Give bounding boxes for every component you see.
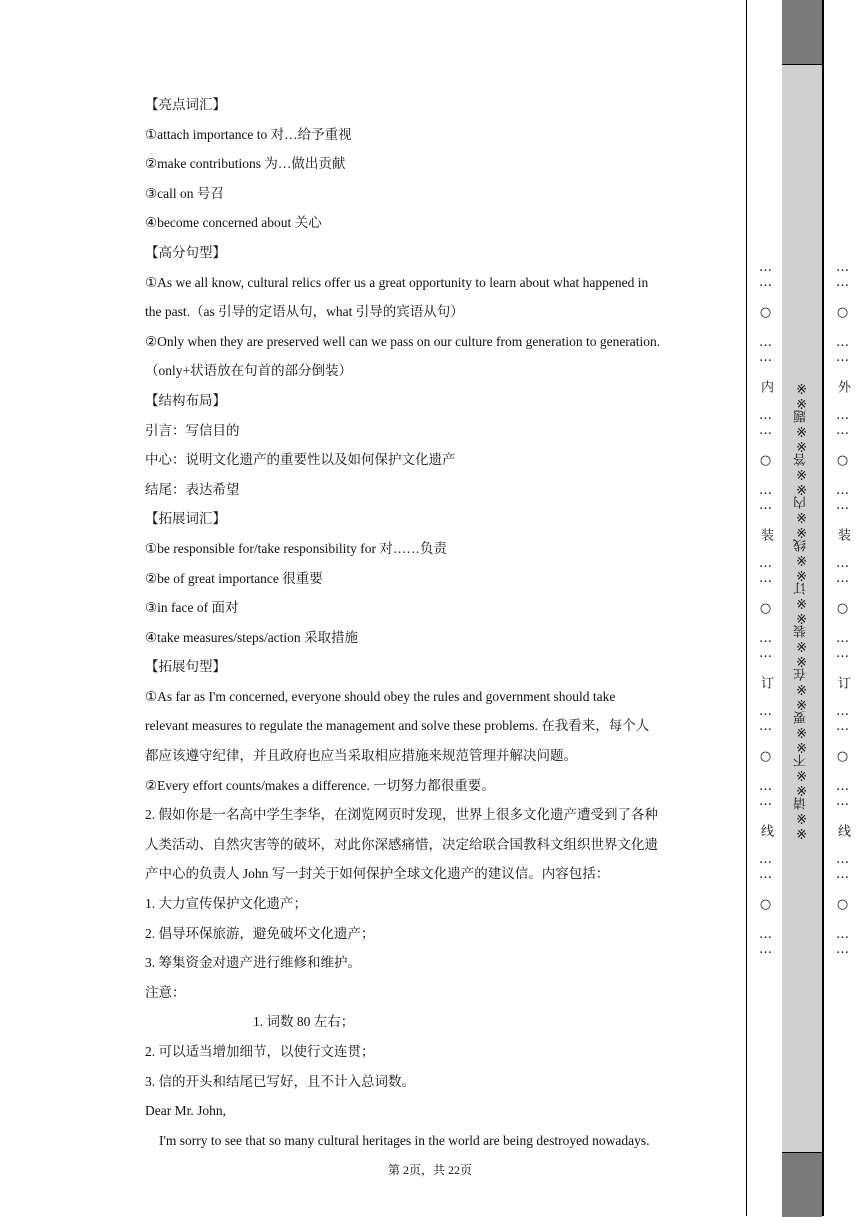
task-item: 3. 筹集资金对遗产进行维修和维护。 <box>145 955 361 971</box>
page-footer: 第 2页，共 22页 <box>387 1163 472 1177</box>
heading-sentence-patterns: 【高分句型】 <box>145 244 226 260</box>
sentence-line: the past.（as 引导的定语从句，what 引导的宾语从句） <box>145 304 464 320</box>
structure-line: 引言：写信目的 <box>145 422 240 438</box>
binding-outer-text: …… ○ …… 外 …… ○ …… 装 …… ○ …… 订 …… ○ …… 线 …… ○ …… <box>835 259 850 957</box>
heading-extended-patterns: 【拓展句型】 <box>145 659 226 675</box>
vocab-line: ②be of great importance 很重要 <box>145 570 323 586</box>
binding-dark-block-bottom <box>782 1152 822 1217</box>
sentence-line: ②Only when they are preserved well can we pass on our culture from generation to generation. <box>145 333 661 349</box>
task-prompt-line: 产中心的负责人 John 写一封关于如何保护全球文化遗产的建议信。内容包括： <box>145 866 610 882</box>
binding-inner-text: …… ○ …… 内 …… ○ …… 装 …… ○ …… 订 …… ○ …… 线 …… ○ …… <box>758 259 773 957</box>
sentence-line: 都应该遵守纪律，并且政府也应当采取相应措施来规范管理并解决问题。 <box>145 748 577 764</box>
heading-highlight-vocab: 【亮点词汇】 <box>145 97 226 112</box>
note-item: 1. 词数 80 左右； <box>253 1014 355 1030</box>
vocab-line: ①be responsible for/take responsibility for 对……负责 <box>145 540 447 556</box>
document-body <box>145 90 725 1155</box>
note-item: 3. 信的开头和结尾已写好，且不计入总词数。 <box>145 1073 415 1089</box>
sentence-line: （only+状语放在句首的部分倒装） <box>145 363 353 379</box>
sentence-line: ①As far as I'm concerned, everyone should obey the rules and government should take <box>145 688 616 704</box>
task-item: 2. 倡导环保旅游，避免破坏文化遗产； <box>145 925 375 941</box>
binding-dark-block-top <box>782 0 822 65</box>
heading-structure: 【结构布局】 <box>145 392 226 408</box>
structure-line: 中心：说明文化遗产的重要性以及如何保护文化遗产 <box>145 452 456 468</box>
letter-opening: I'm sorry to see that so many cultural heritages in the world are being destroyed nowadays. <box>159 1132 650 1148</box>
vocab-line: ④take measures/steps/action 采取措施 <box>145 629 359 645</box>
structure-line: 结尾：表达希望 <box>145 481 240 497</box>
task-prompt-line: 2. 假如你是一名高中学生李华，在浏览网页时发现，世界上很多文化遗产遭受到了各种 <box>145 807 658 823</box>
letter-salutation: Dear Mr. John, <box>145 1103 226 1119</box>
binding-warning-text: ※※请※※不※※要※※在※※装※※订※※线※※内※※答※※题※※ <box>794 380 809 840</box>
vocab-line: ③call on 号召 <box>145 185 224 201</box>
vocab-line: ②make contributions 为…做出贡献 <box>145 156 346 172</box>
vocab-line: ①attach importance to 对…给予重视 <box>145 126 352 142</box>
binding-warning-strip <box>782 0 823 1216</box>
sentence-line: relevant measures to regulate the management and solve these problems. 在我看来，每个人 <box>145 718 650 734</box>
sentence-line: ②Every effort counts/makes a difference. 一切努力都很重要。 <box>145 777 495 793</box>
binding-outer-strip <box>823 0 860 1216</box>
note-item: 2. 可以适当增加细节，以使行文连贯； <box>145 1044 375 1059</box>
vocab-line: ④become concerned about 关心 <box>145 215 322 231</box>
heading-extended-vocab: 【拓展词汇】 <box>145 511 226 527</box>
task-item: 1. 大力宣传保护文化遗产； <box>145 896 307 912</box>
task-prompt-line: 人类活动、自然灾害等的破坏，对此你深感痛惜，决定给联合国教科文组织世界文化遗 <box>145 836 658 852</box>
binding-inner-strip <box>746 0 784 1216</box>
vocab-line: ③in face of 面对 <box>145 600 239 616</box>
sentence-line: ①As we all know, cultural relics offer us a great opportunity to learn about what happened in <box>145 274 649 290</box>
notes-label: 注意： <box>145 984 186 1000</box>
